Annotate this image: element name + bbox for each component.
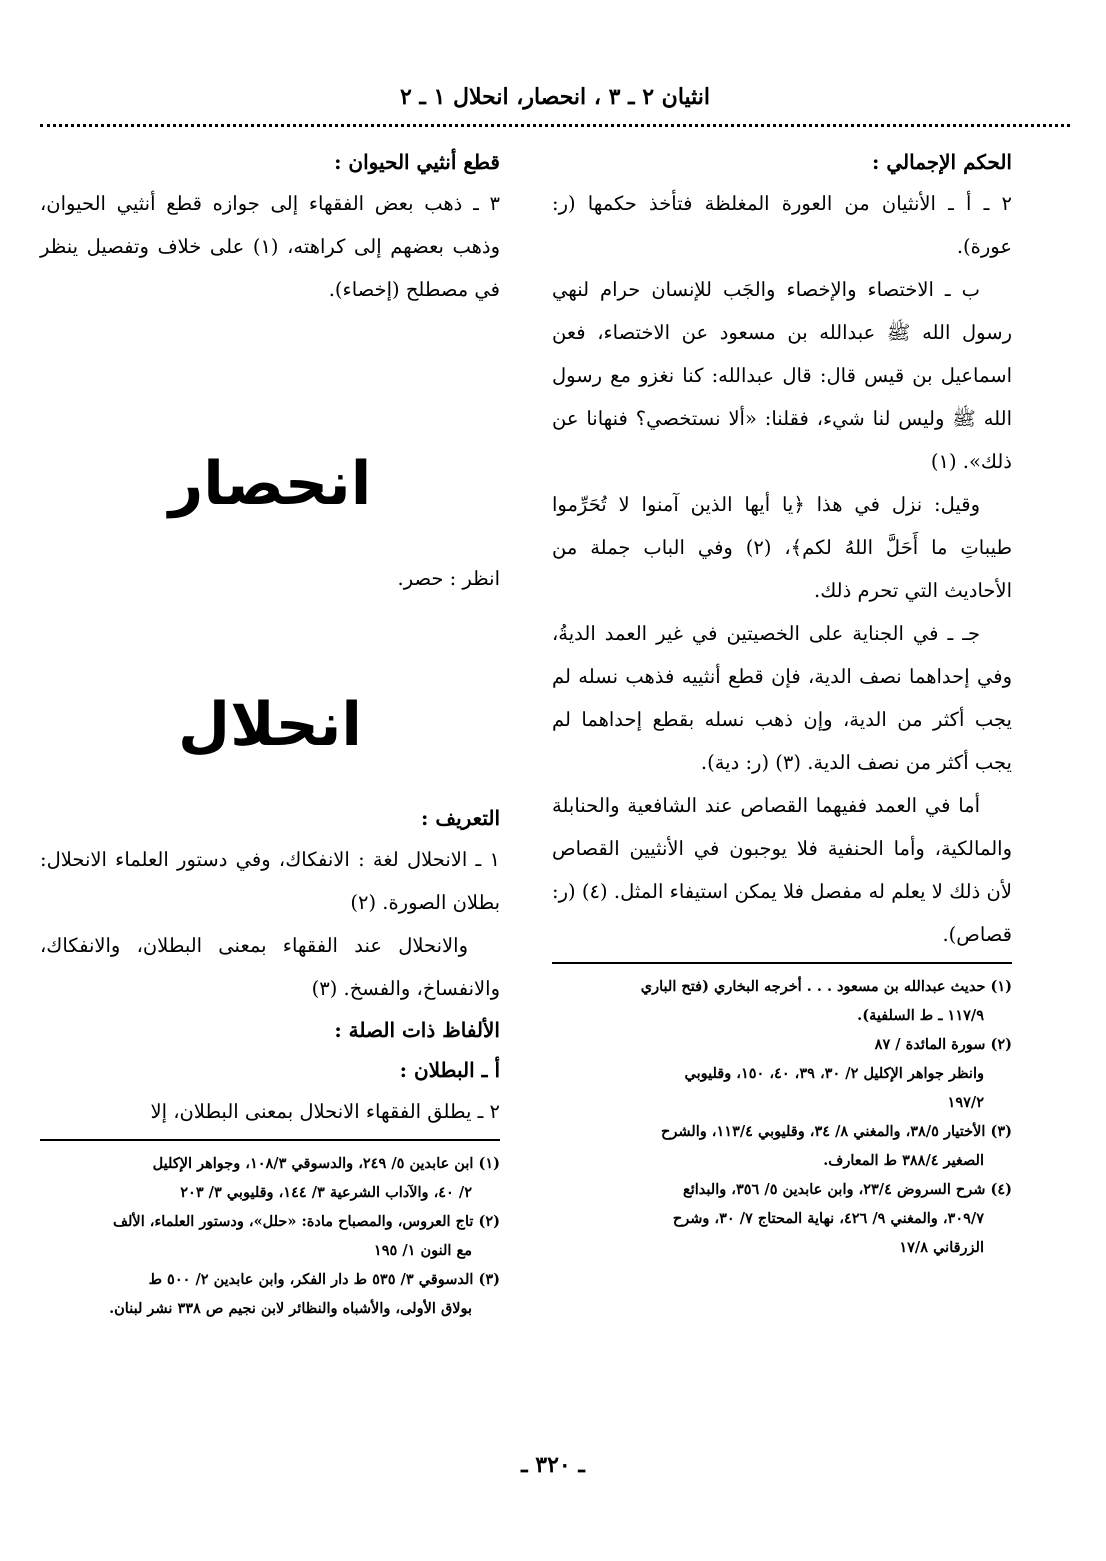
- section-heading-related-terms: الألفاظ ذات الصلة :: [334, 1018, 500, 1042]
- footnote-divider: [40, 1139, 500, 1141]
- footnote-continuation: وانظر جواهر الإكليل ٢/ ٣٠، ٣٩، ٤٠، ١٥٠، وقليوبي: [684, 1065, 984, 1082]
- running-header: انثيان ٢ ـ ٣ ، انحصار، انحلال ١ ـ ٢: [399, 84, 711, 110]
- paragraph: وقيل: نزل في هذا ﴿يا أيها الذين آمنوا لا تُحَرِّموا طيباتِ ما أَحَلَّ اللهُ لكم﴾، (٢) وفي الباب جملة من الأحاديث التي تحرم ذلك.: [552, 493, 1012, 602]
- footnote-continuation: مع النون ١/ ١٩٥: [373, 1242, 472, 1259]
- paragraph: ١ ـ الانحلال لغة : الانفكاك، وفي دستور العلماء الانحلال: بطلان الصورة. (٢): [40, 848, 500, 914]
- paragraph: أما في العمد ففيهما القصاص عند الشافعية والحنابلة والمالكية، وأما الحنفية فلا يوجبون في الأنثيين القصاص لأن ذلك لا يعلم له مفصل فلا يمكن استيفاء المثل. (٤) (ر: قصاص).: [552, 794, 1012, 946]
- section-heading-nullity: أ ـ البطلان :: [399, 1058, 500, 1082]
- footnote-continuation: ١٩٧/٢: [947, 1094, 984, 1111]
- footnote-divider: [552, 962, 1012, 964]
- footnote-continuation: الصغير ٣٨٨/٤ ط المعارف.: [823, 1152, 984, 1169]
- section-heading-animal-castration: قطع أنثيي الحيوان :: [334, 150, 500, 174]
- right-column: [552, 142, 1012, 1262]
- cross-reference: انظر : حصر.: [397, 567, 500, 590]
- section-heading-general-ruling: الحكم الإجمالي :: [872, 150, 1012, 174]
- page-number: ـ ٣٢٠ ـ: [521, 1452, 585, 1478]
- footnote: (٣) الأختيار ٣٨/٥، والمغني ٨/ ٣٤، وقليوبي ١١٣/٤، والشرح: [661, 1123, 1012, 1140]
- footnote: (٢) تاج العروس، والمصباح مادة: «حلل»، ودستور العلماء، الألف: [113, 1213, 500, 1230]
- header-dotted-rule: [40, 124, 1070, 127]
- paragraph: ٣ ـ ذهب بعض الفقهاء إلى جوازه قطع أنثيي الحيوان، وذهب بعضهم إلى كراهته، (١) على خلاف وتفصيل ينظر في مصطلح (إخصاء).: [40, 192, 500, 301]
- entry-title-inhisar: انحصار: [168, 449, 372, 519]
- left-column: [40, 142, 500, 1323]
- footnote-continuation: ٣٠٩/٧، والمغني ٩/ ٤٢٦، نهاية المحتاج ٧/ ٣٠، وشرح: [672, 1210, 984, 1227]
- footnote: (١) حديث عبدالله بن مسعود . . . أخرجه البخاري (فتح الباري: [640, 978, 1012, 995]
- footnote: (٢) سورة المائدة / ٨٧: [874, 1036, 1012, 1053]
- footnote-continuation: الزرقاني ١٧/٨: [899, 1239, 984, 1256]
- section-heading-definition: التعريف :: [421, 806, 500, 830]
- footnote: (٤) شرح السروض ٢٣/٤، وابن عابدين ٥/ ٣٥٦، والبدائع: [683, 1181, 1012, 1198]
- footnote-continuation: بولاق الأولى، والأشباه والنظائر لابن نجيم ص ٣٣٨ نشر لبنان.: [109, 1300, 472, 1317]
- paragraph: ب ـ الاختصاء والإخصاء والجَب للإنسان حرام لنهي رسول الله ﷺ عبدالله بن مسعود عن الاختصاء، فعن اسماعيل بن قيس قال: قال عبدالله: كنا نغزو مع رسول الله ﷺ وليس لنا شيء، فقلنا: «ألا نستخصي؟ فنهانا عن ذلك». (١): [552, 278, 1012, 473]
- footnote-continuation: ١١٧/٩ ـ ط السلفية).: [857, 1007, 984, 1024]
- paragraph: جـ ـ في الجناية على الخصيتين في غير العمد الديةُ، وفي إحداهما نصف الدية، فإن قطع أنثييه فذهب نسله لم يجب أكثر من الدية، وإن ذهب نسله بقطع إحداهما لم يجب أكثر من نصف الدية. (٣) (ر: دية).: [552, 622, 1012, 774]
- paragraph: والانحلال عند الفقهاء بمعنى البطلان، والانفكاك، والانفساخ، والفسخ. (٣): [40, 934, 500, 1000]
- footnote: (١) ابن عابدين ٥/ ٢٤٩، والدسوقي ١٠٨/٣، وجواهر الإكليل: [152, 1155, 500, 1172]
- paragraph: ٢ ـ يطلق الفقهاء الانحلال بمعنى البطلان، إلا: [150, 1100, 500, 1123]
- paragraph: ٢ ـ أ ـ الأنثيان من العورة المغلظة فتأخذ حكمها (ر: عورة).: [552, 192, 1012, 258]
- footnote: (٣) الدسوقي ٣/ ٥٣٥ ط دار الفكر، وابن عابدين ٢/ ٥٠٠ ط: [148, 1271, 500, 1288]
- footnote-continuation: ٢/ ٤٠، والآداب الشرعية ٣/ ١٤٤، وقليوبي ٣/ ٢٠٣: [180, 1184, 472, 1201]
- entry-title-inhilal: انحلال: [178, 690, 362, 760]
